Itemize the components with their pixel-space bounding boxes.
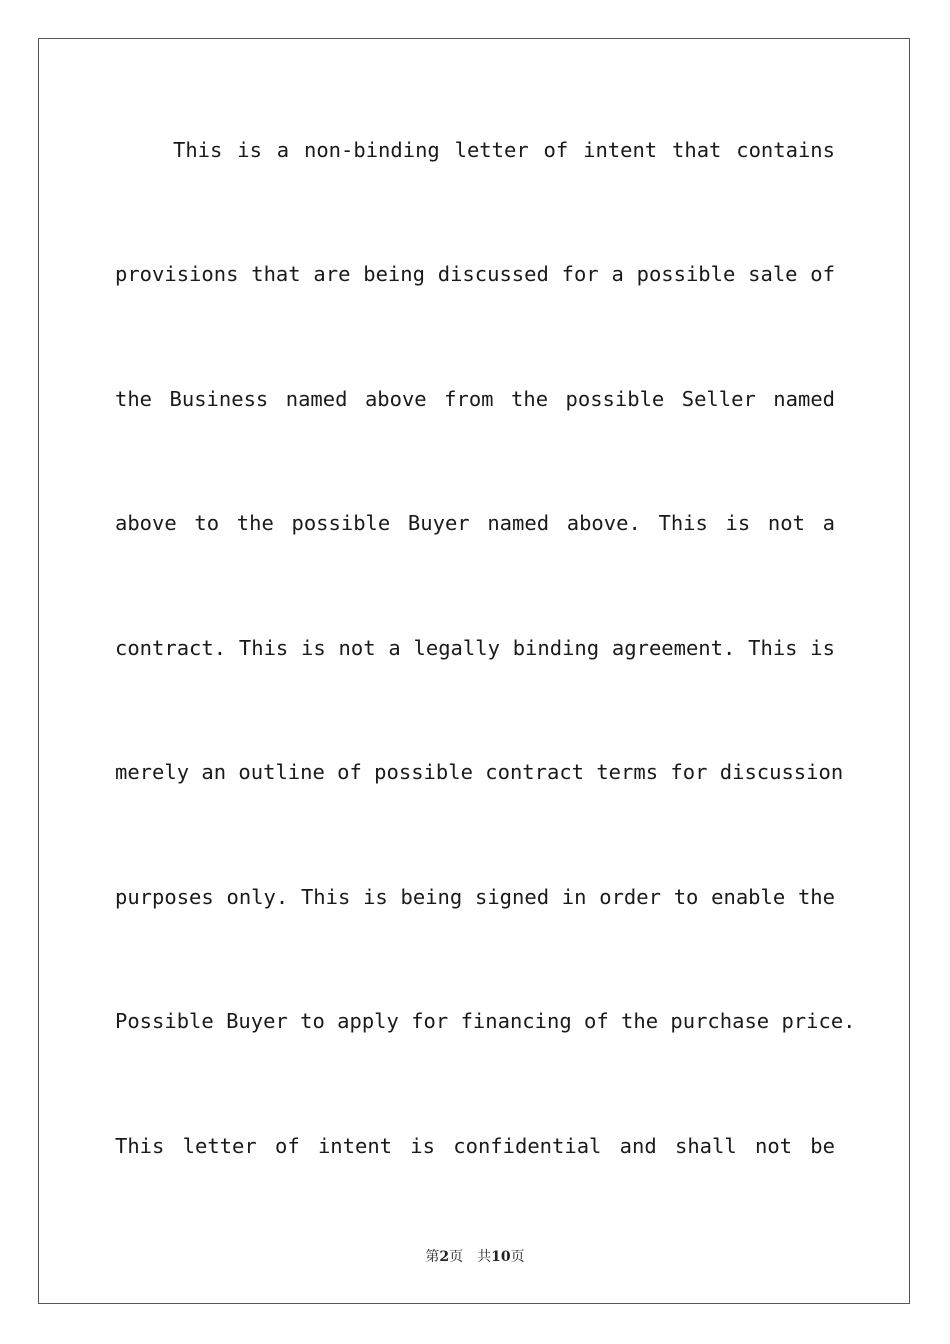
page-prefix: 第: [425, 1249, 440, 1265]
paragraph-line-6: merely an outline of possible contract terms for discussion: [115, 760, 844, 784]
page-suffix: 页: [449, 1249, 464, 1265]
page-footer: [0, 1246, 950, 1268]
paragraph-line-1: This is a non-binding letter of intent that contains: [173, 138, 835, 162]
paragraph-line-2: provisions that are being discussed for a possible sale of: [115, 262, 835, 286]
total-suffix: 页: [510, 1249, 525, 1265]
paragraph-line-5: contract. This is not a legally binding agreement. This is: [115, 636, 835, 660]
paragraph-line-3: the Business named above from the possible Seller named: [115, 387, 835, 411]
total-pages-number: 10: [491, 1249, 511, 1265]
current-page-number: 2: [439, 1249, 450, 1265]
total-prefix: 共: [477, 1249, 492, 1265]
paragraph-line-4: above to the possible Buyer named above. This is not a: [115, 511, 835, 535]
paragraph-line-8: Possible Buyer to apply for financing of the purchase price.: [115, 1009, 856, 1033]
paragraph-line-9: This letter of intent is confidential and shall not be: [115, 1134, 835, 1158]
page-border: [38, 38, 910, 1304]
paragraph-line-7: purposes only. This is being signed in order to enable the: [115, 885, 835, 909]
